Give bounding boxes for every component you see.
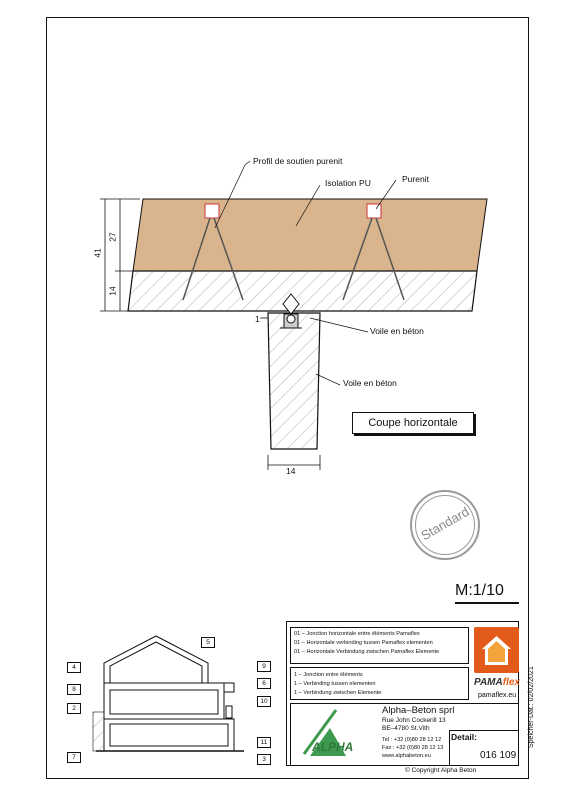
note-nl: 1 – Verbinding tussen elementen [294,681,376,687]
company-city: BE–4780 St.Vith [382,725,430,732]
callout-2: 2 [67,703,81,714]
pamaflex-wordmark [473,677,521,688]
description-de: 01 – Horizontale Verbindung zwischen Pamaflex Elemente [294,649,440,655]
callout-4: 4 [67,662,81,673]
detail-label: Detail: [451,732,477,742]
description-box [290,627,469,664]
purenit-block-right [367,204,381,218]
brand-pama: PAMA [474,677,503,688]
dim-insulation: 27 [107,232,118,242]
concrete-slab [128,271,477,311]
notes-box [290,667,469,700]
insulation-layer [133,199,487,271]
dim-wall: 14 [286,466,296,476]
note-de: 1 – Verbindung zwischen Elemente [294,690,382,696]
callout-11: 11 [257,737,271,748]
company-fax: Fax : +32 (0)80 28 12 13 [382,745,444,751]
callout-7: 7 [67,752,81,763]
scale-label: M:1/10 [455,582,519,604]
company-tel: Tel : +32 (0)80 28 12 12 [382,737,442,743]
label-voile-beton-top: Voile en béton [370,326,424,336]
label-voile-beton-side: Voile en béton [343,378,397,388]
dim-total: 41 [92,248,103,258]
callout-3: 3 [257,754,271,765]
copyright: © Copyright Alpha Beton [405,767,477,774]
alpha-logo [300,706,370,762]
description-fr: 01 – Jonction horizontale entre éléments Pamaflex [294,631,420,637]
callout-5: 5 [201,637,215,648]
company-street: Rue John Cockerill 13 [382,717,446,724]
company-web: www.alphabeton.eu [382,753,431,759]
callout-9: 9 [257,661,271,672]
stamp-text: Standard [418,503,472,544]
note-fr: 1 – Jonction entre éléments [294,672,363,678]
detail-number: 016 109 [480,750,517,761]
standard-stamp [410,490,480,560]
section-title: Coupe horizontale [352,412,474,434]
description-nl: 01 – Horizontale verbinding tussen Pamaflex elementen [294,640,433,646]
callout-10: 10 [257,696,271,707]
callout-6: 6 [257,678,271,689]
label-purenit: Purenit [402,174,429,184]
dim-joint: 1 [255,314,260,324]
label-profil-soutien: Profil de soutien purenit [253,156,343,166]
pamaflex-house-icon [474,627,519,673]
purenit-block-left [205,204,219,218]
alpha-logo-text: ALPHA [312,740,354,754]
label-isolation-pu: Isolation PU [325,178,371,188]
brand-url: pamaflex.eu [478,692,517,699]
dim-concrete: 14 [107,286,118,296]
save-date: Speicher-Dat.: 02/02/2021 [528,666,535,748]
key-plan [93,636,244,751]
callout-8: 8 [67,684,81,695]
company-name: Alpha–Beton sprl [382,705,455,716]
brand-flex: flex [502,677,520,688]
concrete-wall [268,313,320,449]
